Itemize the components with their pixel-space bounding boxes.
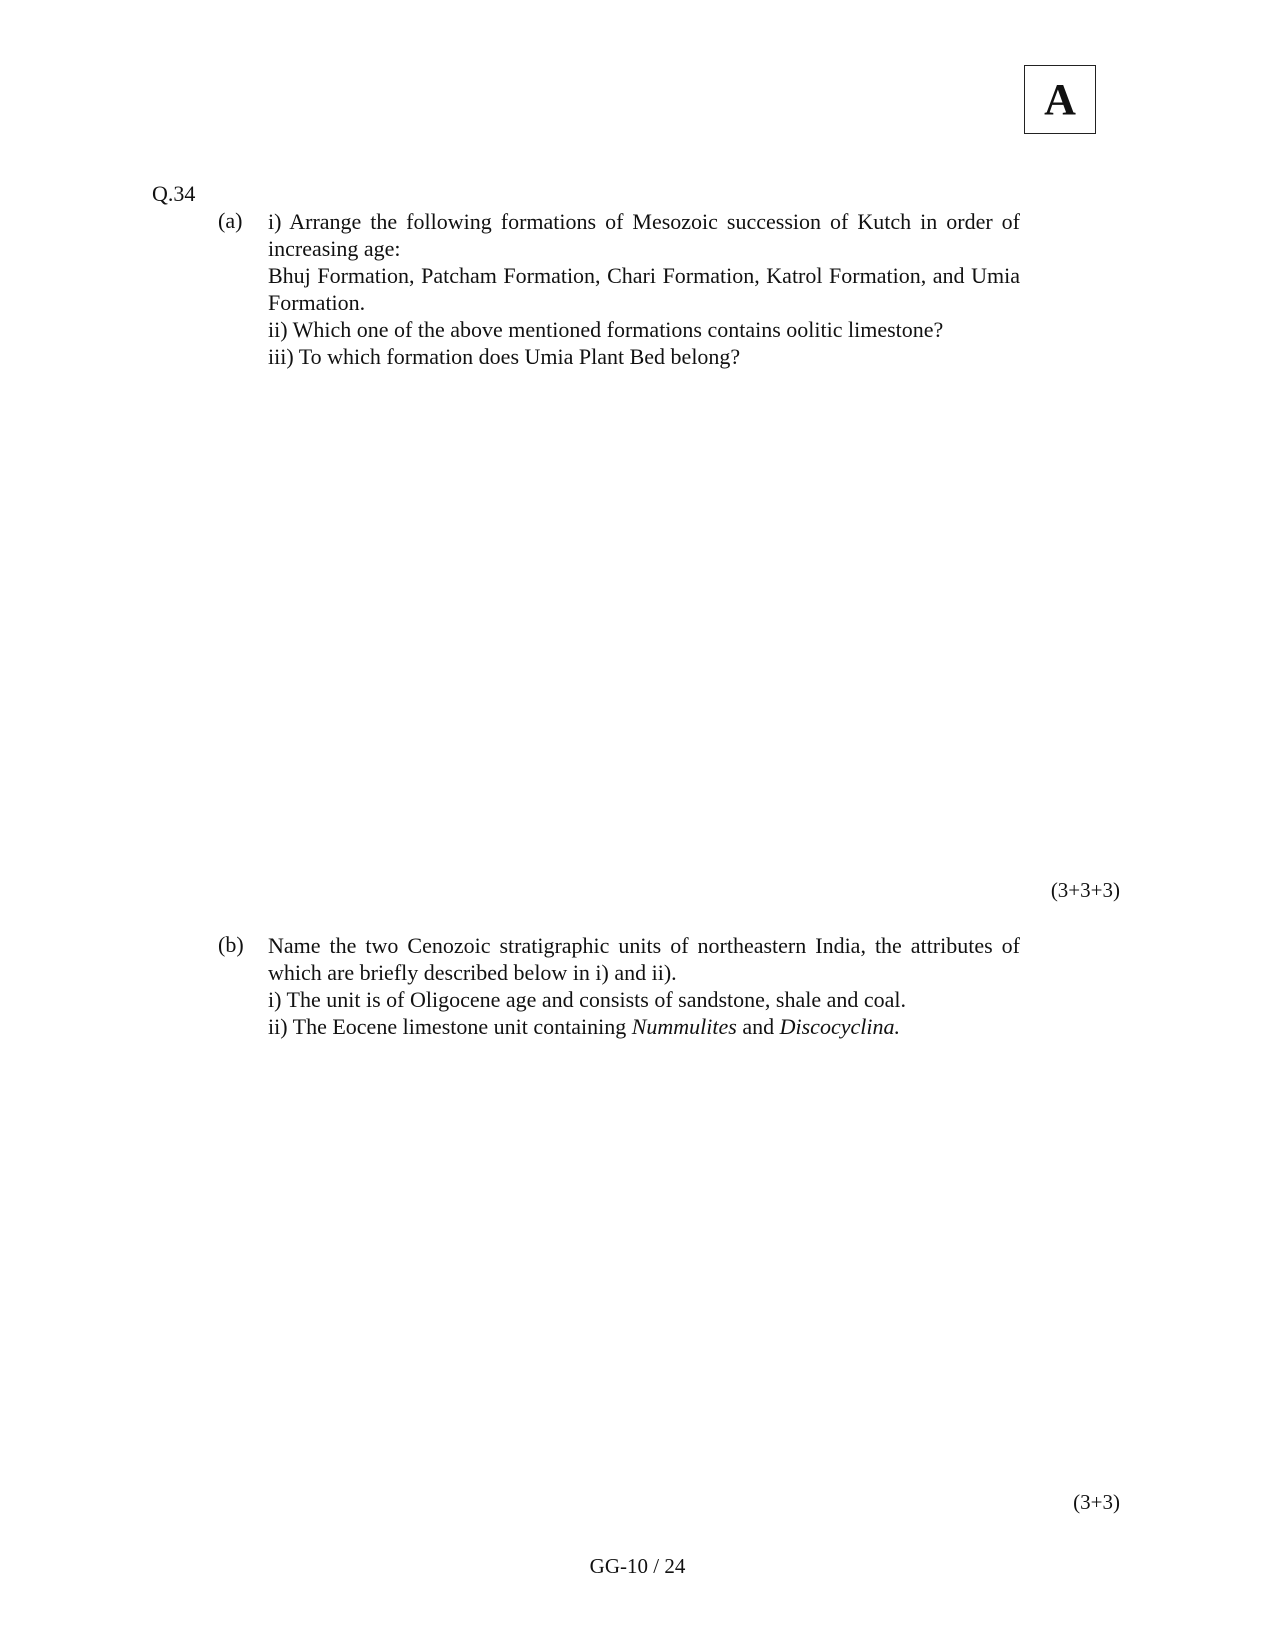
part-a-marks: (3+3+3) bbox=[1050, 878, 1120, 902]
page-footer: GG-10 / 24 bbox=[589, 1554, 686, 1578]
part-b-label: (b) bbox=[218, 932, 244, 957]
part-a-line-3: ii) Which one of the above mentioned formations contains oolitic limestone? bbox=[268, 317, 944, 342]
part-a-label: (a) bbox=[218, 208, 243, 233]
part-b-line-3-prefix: ii) The Eocene limestone unit containing bbox=[268, 1014, 632, 1039]
taxon-nummulites: Nummulites bbox=[631, 1014, 737, 1039]
taxon-discocyclina: Discocyclina. bbox=[779, 1014, 900, 1039]
part-a-line-1: i) Arrange the following formations of Mesozoic succession of Kutch in order of increasing age: bbox=[268, 209, 1020, 261]
paper-set-box: A bbox=[1024, 65, 1096, 134]
part-a-line-4: iii) To which formation does Umia Plant Bed belong? bbox=[268, 344, 741, 369]
part-b-line-3-joiner: and bbox=[736, 1014, 780, 1039]
part-b-marks: (3+3) bbox=[1073, 1490, 1120, 1514]
part-b-line-2: i) The unit is of Oligocene age and consists of sandstone, shale and coal. bbox=[268, 987, 907, 1012]
part-b-body bbox=[268, 932, 1020, 1040]
part-a-body bbox=[268, 208, 1020, 370]
part-b-line-1: Name the two Cenozoic stratigraphic units of northeastern India, the attributes of which are briefly described below in i) and ii). bbox=[268, 933, 1020, 985]
question-number: Q.34 bbox=[152, 181, 196, 206]
part-b-line-3 bbox=[268, 1013, 1020, 1040]
part-a-line-2: Bhuj Formation, Patcham Formation, Chari Formation, Katrol Formation, and Umia Formation. bbox=[268, 263, 1020, 315]
